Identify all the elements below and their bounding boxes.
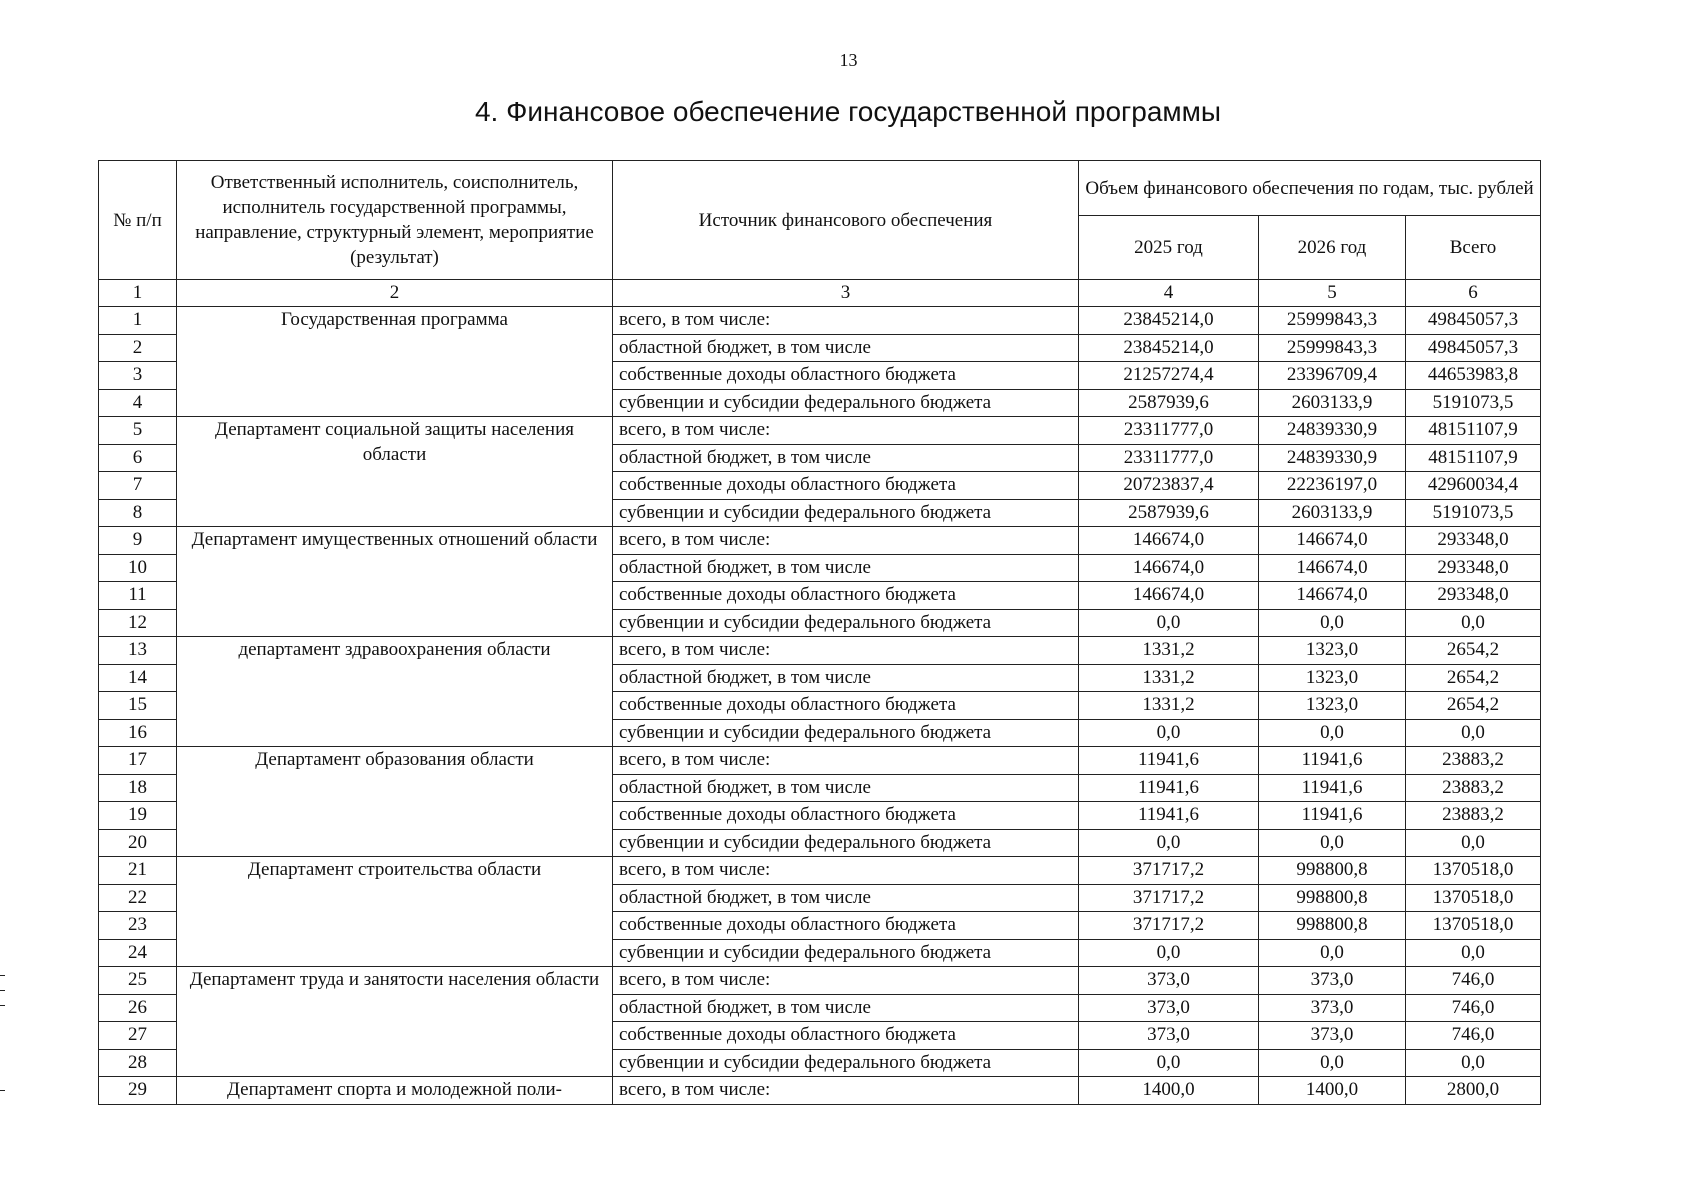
- header-number: № п/п: [99, 161, 177, 280]
- row-number: 7: [99, 472, 177, 500]
- row-number: 23: [99, 912, 177, 940]
- source-cell: субвенции и субсидии федерального бюджета: [613, 939, 1079, 967]
- value-2026: 1323,0: [1259, 637, 1406, 665]
- row-number: 24: [99, 939, 177, 967]
- source-cell: собственные доходы областного бюджета: [613, 802, 1079, 830]
- source-cell: областной бюджет, в том числе: [613, 444, 1079, 472]
- row-number: 15: [99, 692, 177, 720]
- value-2026: 1323,0: [1259, 692, 1406, 720]
- value-2025: 373,0: [1079, 1022, 1259, 1050]
- source-cell: субвенции и субсидии федерального бюджета: [613, 719, 1079, 747]
- executor-cell: Департамент социальной защиты населения области: [177, 417, 613, 527]
- row-number: 4: [99, 389, 177, 417]
- value-2026: 11941,6: [1259, 747, 1406, 775]
- value-2026: 146674,0: [1259, 527, 1406, 555]
- value-total: 1370518,0: [1406, 884, 1541, 912]
- value-2026: 2603133,9: [1259, 389, 1406, 417]
- column-index: 1: [99, 280, 177, 307]
- header-year-2026: 2026 год: [1259, 216, 1406, 280]
- value-total: 0,0: [1406, 1049, 1541, 1077]
- margin-mark: [0, 975, 5, 976]
- source-cell: собственные доходы областного бюджета: [613, 692, 1079, 720]
- source-cell: областной бюджет, в том числе: [613, 664, 1079, 692]
- row-number: 11: [99, 582, 177, 610]
- value-2026: 25999843,3: [1259, 307, 1406, 335]
- value-2026: 23396709,4: [1259, 362, 1406, 390]
- value-2026: 998800,8: [1259, 884, 1406, 912]
- value-total: 23883,2: [1406, 747, 1541, 775]
- value-total: 0,0: [1406, 829, 1541, 857]
- executor-cell: Государственная программа: [177, 307, 613, 417]
- value-2025: 23845214,0: [1079, 334, 1259, 362]
- value-total: 2654,2: [1406, 637, 1541, 665]
- value-2026: 0,0: [1259, 719, 1406, 747]
- page-title: 4. Финансовое обеспечение государственной программы: [474, 96, 1222, 127]
- value-total: 746,0: [1406, 1022, 1541, 1050]
- row-number: 18: [99, 774, 177, 802]
- source-cell: всего, в том числе:: [613, 637, 1079, 665]
- source-cell: областной бюджет, в том числе: [613, 554, 1079, 582]
- value-2026: 11941,6: [1259, 774, 1406, 802]
- value-total: 0,0: [1406, 939, 1541, 967]
- column-index: 3: [613, 280, 1079, 307]
- column-index: 2: [177, 280, 613, 307]
- page-number: 13: [839, 50, 858, 70]
- value-2026: 11941,6: [1259, 802, 1406, 830]
- value-2025: 0,0: [1079, 1049, 1259, 1077]
- source-cell: всего, в том числе:: [613, 1077, 1079, 1105]
- value-total: 49845057,3: [1406, 334, 1541, 362]
- header-executor: Ответственный исполнитель, соисполнитель, исполнитель государственной программы, направление, структурный элемент, мероприятие (результат): [177, 161, 613, 280]
- source-cell: субвенции и субсидии федерального бюджета: [613, 829, 1079, 857]
- executor-cell: Департамент труда и занятости населения области: [177, 967, 613, 1077]
- value-2025: 1331,2: [1079, 637, 1259, 665]
- value-2025: 146674,0: [1079, 582, 1259, 610]
- table-row: [99, 417, 1541, 445]
- value-total: 42960034,4: [1406, 472, 1541, 500]
- source-cell: областной бюджет, в том числе: [613, 774, 1079, 802]
- row-number: 26: [99, 994, 177, 1022]
- value-2025: 20723837,4: [1079, 472, 1259, 500]
- value-2026: 373,0: [1259, 994, 1406, 1022]
- source-cell: субвенции и субсидии федерального бюджета: [613, 609, 1079, 637]
- source-cell: всего, в том числе:: [613, 747, 1079, 775]
- value-2025: 0,0: [1079, 719, 1259, 747]
- value-total: 23883,2: [1406, 802, 1541, 830]
- value-total: 2654,2: [1406, 664, 1541, 692]
- value-2026: 1400,0: [1259, 1077, 1406, 1105]
- value-2025: 373,0: [1079, 967, 1259, 995]
- row-number: 14: [99, 664, 177, 692]
- row-number: 3: [99, 362, 177, 390]
- row-number: 12: [99, 609, 177, 637]
- value-2025: 371717,2: [1079, 857, 1259, 885]
- value-2026: 24839330,9: [1259, 417, 1406, 445]
- value-2025: 23311777,0: [1079, 444, 1259, 472]
- value-total: 48151107,9: [1406, 444, 1541, 472]
- column-index: 4: [1079, 280, 1259, 307]
- column-index: 5: [1259, 280, 1406, 307]
- source-cell: всего, в том числе:: [613, 307, 1079, 335]
- source-cell: собственные доходы областного бюджета: [613, 912, 1079, 940]
- value-total: 293348,0: [1406, 582, 1541, 610]
- value-2026: 22236197,0: [1259, 472, 1406, 500]
- header-source: Источник финансового обеспечения: [613, 161, 1079, 280]
- row-number: 19: [99, 802, 177, 830]
- source-cell: всего, в том числе:: [613, 857, 1079, 885]
- header-year-2025: 2025 год: [1079, 216, 1259, 280]
- value-2026: 146674,0: [1259, 554, 1406, 582]
- column-index-row: [99, 280, 1541, 307]
- value-2025: 146674,0: [1079, 527, 1259, 555]
- executor-cell: Департамент образования области: [177, 747, 613, 857]
- source-cell: всего, в том числе:: [613, 527, 1079, 555]
- column-index: 6: [1406, 280, 1541, 307]
- value-total: 2654,2: [1406, 692, 1541, 720]
- row-number: 16: [99, 719, 177, 747]
- table-row: [99, 747, 1541, 775]
- row-number: 21: [99, 857, 177, 885]
- table-row: [99, 1077, 1541, 1105]
- value-total: 2800,0: [1406, 1077, 1541, 1105]
- value-2026: 24839330,9: [1259, 444, 1406, 472]
- value-2025: 371717,2: [1079, 884, 1259, 912]
- value-2025: 1331,2: [1079, 664, 1259, 692]
- value-2026: 373,0: [1259, 967, 1406, 995]
- executor-cell: Департамент строительства области: [177, 857, 613, 967]
- row-number: 25: [99, 967, 177, 995]
- value-2026: 1323,0: [1259, 664, 1406, 692]
- executor-cell: Департамент спорта и молодежной поли-: [177, 1077, 613, 1105]
- value-2026: 998800,8: [1259, 857, 1406, 885]
- value-2025: 11941,6: [1079, 802, 1259, 830]
- row-number: 2: [99, 334, 177, 362]
- executor-cell: департамент здравоохранения области: [177, 637, 613, 747]
- value-2025: 0,0: [1079, 939, 1259, 967]
- source-cell: областной бюджет, в том числе: [613, 994, 1079, 1022]
- row-number: 6: [99, 444, 177, 472]
- value-2025: 11941,6: [1079, 747, 1259, 775]
- value-total: 48151107,9: [1406, 417, 1541, 445]
- value-total: 746,0: [1406, 967, 1541, 995]
- source-cell: всего, в том числе:: [613, 417, 1079, 445]
- row-number: 9: [99, 527, 177, 555]
- value-total: 293348,0: [1406, 554, 1541, 582]
- value-total: 0,0: [1406, 609, 1541, 637]
- value-2026: 0,0: [1259, 939, 1406, 967]
- margin-mark: [0, 1005, 5, 1006]
- value-2026: 373,0: [1259, 1022, 1406, 1050]
- value-2025: 2587939,6: [1079, 389, 1259, 417]
- value-2025: 0,0: [1079, 609, 1259, 637]
- source-cell: собственные доходы областного бюджета: [613, 472, 1079, 500]
- value-total: 5191073,5: [1406, 499, 1541, 527]
- margin-mark: [0, 1090, 5, 1091]
- value-total: 1370518,0: [1406, 912, 1541, 940]
- value-total: 5191073,5: [1406, 389, 1541, 417]
- source-cell: собственные доходы областного бюджета: [613, 362, 1079, 390]
- header-total: Всего: [1406, 216, 1541, 280]
- table-row: [99, 527, 1541, 555]
- row-number: 10: [99, 554, 177, 582]
- value-2025: 371717,2: [1079, 912, 1259, 940]
- value-2025: 0,0: [1079, 829, 1259, 857]
- row-number: 5: [99, 417, 177, 445]
- row-number: 29: [99, 1077, 177, 1105]
- value-2026: 25999843,3: [1259, 334, 1406, 362]
- source-cell: собственные доходы областного бюджета: [613, 582, 1079, 610]
- value-2025: 2587939,6: [1079, 499, 1259, 527]
- value-total: 0,0: [1406, 719, 1541, 747]
- value-2026: 2603133,9: [1259, 499, 1406, 527]
- value-2025: 21257274,4: [1079, 362, 1259, 390]
- margin-mark: [0, 990, 5, 991]
- row-number: 17: [99, 747, 177, 775]
- value-2025: 373,0: [1079, 994, 1259, 1022]
- table-body: [99, 307, 1541, 1105]
- value-total: 293348,0: [1406, 527, 1541, 555]
- row-number: 8: [99, 499, 177, 527]
- value-total: 1370518,0: [1406, 857, 1541, 885]
- value-2025: 1400,0: [1079, 1077, 1259, 1105]
- header-volume: Объем финансового обеспечения по годам, тыс. рублей: [1079, 161, 1541, 216]
- table-row: [99, 967, 1541, 995]
- value-2026: 0,0: [1259, 1049, 1406, 1077]
- source-cell: областной бюджет, в том числе: [613, 334, 1079, 362]
- row-number: 13: [99, 637, 177, 665]
- row-number: 20: [99, 829, 177, 857]
- table-row: [99, 307, 1541, 335]
- row-number: 22: [99, 884, 177, 912]
- source-cell: субвенции и субсидии федерального бюджета: [613, 389, 1079, 417]
- value-2025: 1331,2: [1079, 692, 1259, 720]
- value-2025: 23845214,0: [1079, 307, 1259, 335]
- row-number: 27: [99, 1022, 177, 1050]
- row-number: 28: [99, 1049, 177, 1077]
- row-number: 1: [99, 307, 177, 335]
- value-2026: 0,0: [1259, 829, 1406, 857]
- source-cell: всего, в том числе:: [613, 967, 1079, 995]
- executor-cell: Департамент имущественных отношений области: [177, 527, 613, 637]
- value-2026: 0,0: [1259, 609, 1406, 637]
- value-2025: 11941,6: [1079, 774, 1259, 802]
- source-cell: собственные доходы областного бюджета: [613, 1022, 1079, 1050]
- value-total: 746,0: [1406, 994, 1541, 1022]
- value-2026: 998800,8: [1259, 912, 1406, 940]
- value-total: 23883,2: [1406, 774, 1541, 802]
- financing-table: [98, 160, 1541, 1105]
- value-total: 44653983,8: [1406, 362, 1541, 390]
- source-cell: субвенции и субсидии федерального бюджета: [613, 499, 1079, 527]
- source-cell: субвенции и субсидии федерального бюджета: [613, 1049, 1079, 1077]
- value-total: 49845057,3: [1406, 307, 1541, 335]
- source-cell: областной бюджет, в том числе: [613, 884, 1079, 912]
- value-2025: 23311777,0: [1079, 417, 1259, 445]
- table-row: [99, 637, 1541, 665]
- value-2026: 146674,0: [1259, 582, 1406, 610]
- value-2025: 146674,0: [1079, 554, 1259, 582]
- table-row: [99, 857, 1541, 885]
